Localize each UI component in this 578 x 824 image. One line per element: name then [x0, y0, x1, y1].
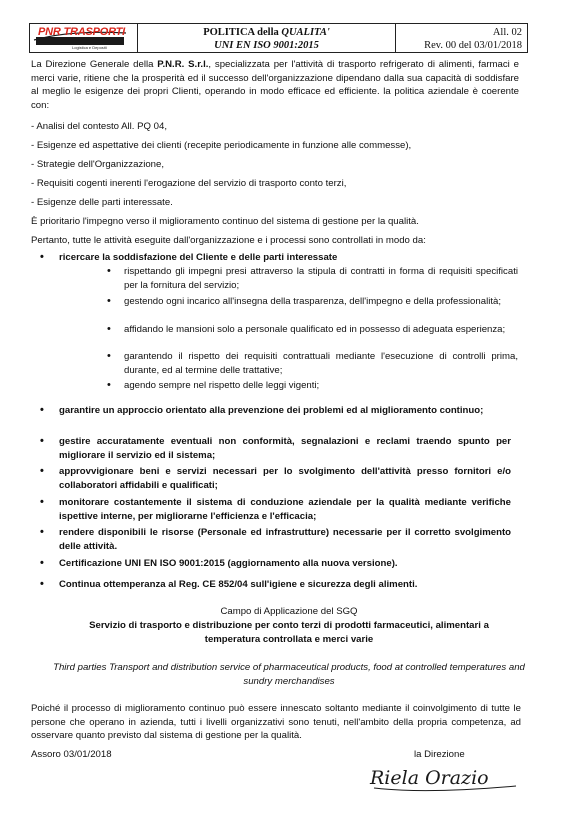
logo-subtitle: Logistica e Depositi	[72, 45, 107, 50]
dash-item: - Requisiti cogenti inerenti l'erogazione del servizio di trasporto conto terzi,	[31, 178, 347, 189]
sub-bullet: • garantendo il rispetto dei requisiti contrattuali mediante l'esecuzione di controlli prima, durante, ed al termine delle trattative;	[124, 350, 518, 377]
bullet-item: • monitorare costantemente il sistema di conduzione aziendale per la qualità mediante verifiche ispettive interne, per migliorarne l'efficienza e l'efficacia;	[59, 496, 511, 523]
signatory-label: la Direzione	[414, 749, 465, 760]
company-name: P.N.R. S.r.l.	[157, 59, 209, 70]
bullet-item: • Certificazione UNI EN ISO 9001:2015 (aggiornamento alla nuova versione).	[59, 557, 511, 571]
logo-text: PNR TRASPORTI	[38, 26, 126, 38]
revision-info	[396, 24, 527, 52]
title-standard: UNI EN ISO 9001:2015	[214, 40, 319, 51]
dash-item: - Analisi del contesto All. PQ 04,	[31, 121, 167, 132]
scope-title: Campo di Applicazione del SGQ	[220, 606, 358, 617]
company-logo	[30, 24, 138, 52]
sub-bullet: • affidando le mansioni solo a personale qualificato ed in possesso di adeguata esperienza;	[124, 323, 518, 337]
bullet-item: • gestire accuratamente eventuali non conformità, segnalazioni e reclami traendo spunto per migliorare il servizio ed il sistema;	[59, 435, 511, 462]
dash-item: - Esigenze ed aspettative dei clienti (recepite periodicamente in funzione alle commesse),	[31, 140, 412, 151]
intro-part2: , specializzata per l'attività di trasporto refrigerato di alimenti, farmaci e merci varie, ritiene che la prosperità ed il successo dell'organizzazione dipendano dalla sua capacità di soddisfare al meglio le esigenze dei propri Clienti, operando in modo efficace ed efficiente. la politica aziendale è coerente con:	[31, 59, 519, 111]
bullet-item: • Continua ottemperanza al Reg. CE 852/04 sull'igiene e sicurezza degli alimenti.	[59, 578, 511, 592]
revision-date: Rev. 00 del 03/01/2018	[424, 40, 522, 51]
sub-bullet: • gestendo ogni incarico all'insegna della trasparenza, dell'impegno e della professionalità;	[124, 295, 518, 309]
sub-bullet: • rispettando gli impegni presi attraverso la stipula di contratti in forma di requisiti specificati per la fornitura del servizio;	[124, 265, 518, 292]
document-title	[138, 24, 396, 52]
title-italic: QUALITA'	[281, 27, 330, 38]
bullet-main: • ricercare la soddisfazione del Cliente e delle parti interessate	[59, 251, 511, 265]
document-header	[29, 23, 528, 53]
priority-statement: È prioritario l'impegno verso il miglioramento continuo del sistema di gestione per la qualità.	[31, 216, 419, 227]
therefore-statement: Pertanto, tutte le attività eseguite dall'organizzazione e i processi sono controllati in modo da:	[31, 235, 426, 246]
bullet-item: • approvvigionare beni e servizi necessari per lo svolgimento dell'attività presso fornitori e/o collaboratori affidabili e qualificati;	[59, 465, 511, 492]
dash-item: - Esigenze delle parti interessate.	[31, 197, 173, 208]
closing-paragraph: Poiché il processo di miglioramento continuo può essere innescato soltanto mediante il coinvolgimento di tutte le persone che operano in azienda, tutti i livelli organizzativi sono tenuti, nell'ambito della propria competenza, ad osservare quanto previsto dal sistema di gestione per la qualità.	[31, 703, 521, 742]
place-date: Assoro 03/01/2018	[31, 749, 112, 760]
intro-paragraph	[31, 58, 519, 112]
dash-item: - Strategie dell'Organizzazione,	[31, 159, 165, 170]
scope-italian: Servizio di trasporto e distribuzione per conto terzi di prodotti farmaceutici, alimentari a temperatura controllata e merci varie	[89, 620, 489, 645]
bullet-item: • garantire un approccio orientato alla prevenzione dei problemi ed al miglioramento continuo;	[59, 404, 511, 418]
signature-text: Riela Orazio	[370, 767, 489, 789]
sub-bullet: • agendo sempre nel rispetto delle leggi vigenti;	[124, 379, 518, 393]
attachment-number: All. 02	[492, 27, 522, 38]
scope-english: Third parties Transport and distribution service of pharmaceutical products, food at controlled temperatures and sundry merchandises	[53, 662, 525, 687]
signature	[366, 760, 536, 800]
bullet-item: • rendere disponibili le risorse (Personale ed infrastrutture) necessarie per il corretto svolgimento delle attività.	[59, 526, 511, 553]
intro-part1: La Direzione Generale della	[31, 59, 158, 70]
title-prefix: POLITICA della	[203, 27, 282, 38]
